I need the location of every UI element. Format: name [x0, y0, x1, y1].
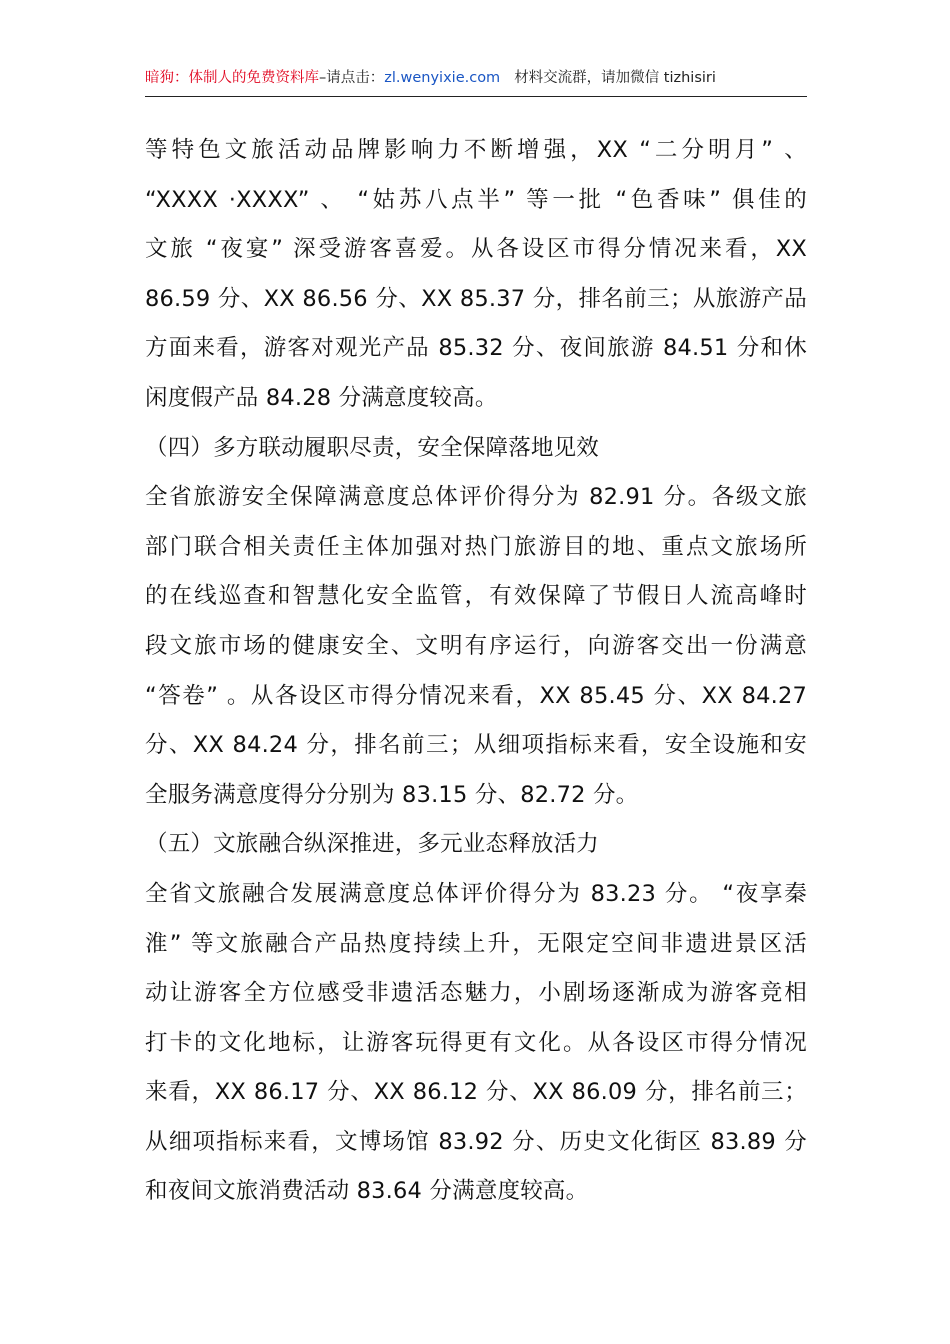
section-heading: （五）文旅融合纵深推进，多元业态释放活力: [145, 831, 600, 858]
header-click-label: –请点击：: [319, 70, 385, 86]
paragraph-line: 方面来看，游客对观光产品 85.32 分、夜间旅游 84.51 分和休: [145, 335, 807, 362]
paragraph-line: 分、XX 84.24 分，排名前三；从细项指标来看，安全设施和安: [145, 732, 807, 759]
paragraph-line: “答卷” 。从各设区市得分情况来看，XX 85.45 分、XX 84.27: [145, 682, 807, 709]
paragraph-line: 86.59 分、XX 86.56 分、XX 85.37 分，排名前三；从旅游产品: [145, 285, 807, 312]
paragraph-line: 从细项指标来看，文博场馆 83.92 分、历史文化街区 83.89 分: [145, 1128, 807, 1155]
paragraph-line: 全服务满意度得分分别为 83.15 分、82.72 分。: [145, 781, 639, 808]
paragraph-line: 的在线巡查和智慧化安全监管，有效保障了节假日人流高峰时: [145, 583, 807, 610]
paragraph-line: 来看，XX 86.17 分、XX 86.12 分、XX 86.09 分，排名前三；: [145, 1079, 807, 1106]
header-url-link[interactable]: zl.wenyixie.com: [384, 70, 501, 86]
paragraph-line: 动让游客全方位感受非遗活态魅力，小剧场逐渐成为游客竞相: [145, 980, 807, 1007]
paragraph-line: “XXXX ·XXXX” 、 “姑苏八点半” 等一批 “色香味” 俱佳的: [145, 186, 807, 213]
document-body: [145, 126, 807, 1217]
paragraph-line: 文旅 “夜宴” 深受游客喜爱。从各设区市得分情况来看，XX: [145, 236, 807, 263]
header-brand: 暗狗：体制人的免费资料库: [145, 70, 319, 86]
section-heading: （四）多方联动履职尽责，安全保障落地见效: [145, 434, 600, 461]
paragraph-line: 段文旅市场的健康安全、文明有序运行，向游客交出一份满意: [145, 632, 807, 659]
paragraph-line: 和夜间文旅消费活动 83.64 分满意度较高。: [145, 1178, 589, 1205]
paragraph-line: 打卡的文化地标，让游客玩得更有文化。从各设区市得分情况: [145, 1029, 807, 1056]
paragraph-line: 闲度假产品 84.28 分满意度较高。: [145, 384, 498, 411]
paragraph-line: 淮” 等文旅融合产品热度持续上升，无限定空间非遗进景区活: [145, 930, 807, 957]
header-wechat-note: 材料交流群，请加微信 tizhisiri: [514, 70, 716, 86]
paragraph-line: 等特色文旅活动品牌影响力不断增强，XX “二分明月” 、: [145, 137, 807, 163]
paragraph-line: 全省旅游安全保障满意度总体评价得分为 82.91 分。各级文旅: [145, 484, 807, 511]
paragraph-line: 全省文旅融合发展满意度总体评价得分为 83.23 分。 “夜享秦: [145, 880, 807, 907]
paragraph-line: 部门联合相关责任主体加强对热门旅游目的地、重点文旅场所: [145, 533, 807, 560]
page-header: [145, 66, 807, 97]
